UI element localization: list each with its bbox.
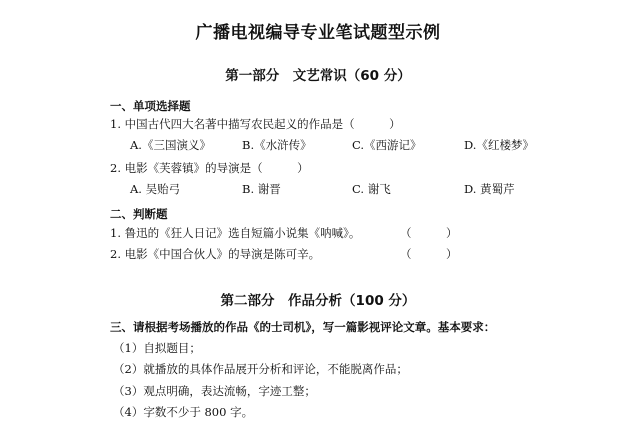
question2-option-b: B. 谢晋 [242, 182, 281, 196]
requirement-3: （3）观点明确，表达流畅，字迹工整； [113, 384, 316, 398]
question2-option-d: D. 黄蜀芹 [464, 182, 515, 196]
judgement2-text: 2. 电影《中国合伙人》的导演是陈可辛。 [110, 247, 321, 261]
section3-heading: 三、请根据考场播放的作品《的士司机》，写一篇影视评论文章。基本要求： [110, 320, 496, 334]
question1-option-a: A.《三国演义》 [130, 138, 211, 152]
section1-heading: 一、单项选择题 [110, 99, 191, 113]
question1-option-b: B.《水浒传》 [242, 138, 312, 152]
requirement-4: （4）字数不少于 800 字。 [113, 405, 254, 419]
part2-heading: 第二部分 作品分析（100 分） [220, 293, 416, 309]
judgement1-text: 1. 鲁迅的《狂人日记》选自短篇小说集《呐喊》。 [110, 226, 361, 240]
requirement-2: （2）就播放的具体作品展开分析和评论，不能脱离作品； [113, 362, 408, 376]
question2-option-c: C. 谢飞 [352, 182, 391, 196]
judgement2-blank: （ ） [400, 247, 458, 261]
question1-option-c: C.《西游记》 [352, 138, 422, 152]
part1-heading: 第一部分 文艺常识（60 分） [225, 68, 411, 84]
question2-stem: 2. 电影《芙蓉镇》的导演是（ ） [110, 161, 309, 175]
question1-option-d: D.《红楼梦》 [464, 138, 534, 152]
question1-stem: 1. 中国古代四大名著中描写农民起义的作品是（ ） [110, 117, 401, 131]
section2-heading: 二、判断题 [110, 207, 168, 221]
requirement-1: （1）自拟题目； [113, 341, 201, 355]
document-title: 广播电视编导专业笔试题型示例 [195, 23, 441, 43]
judgement1-blank: （ ） [400, 226, 458, 240]
question2-option-a: A. 吴贻弓 [130, 182, 181, 196]
